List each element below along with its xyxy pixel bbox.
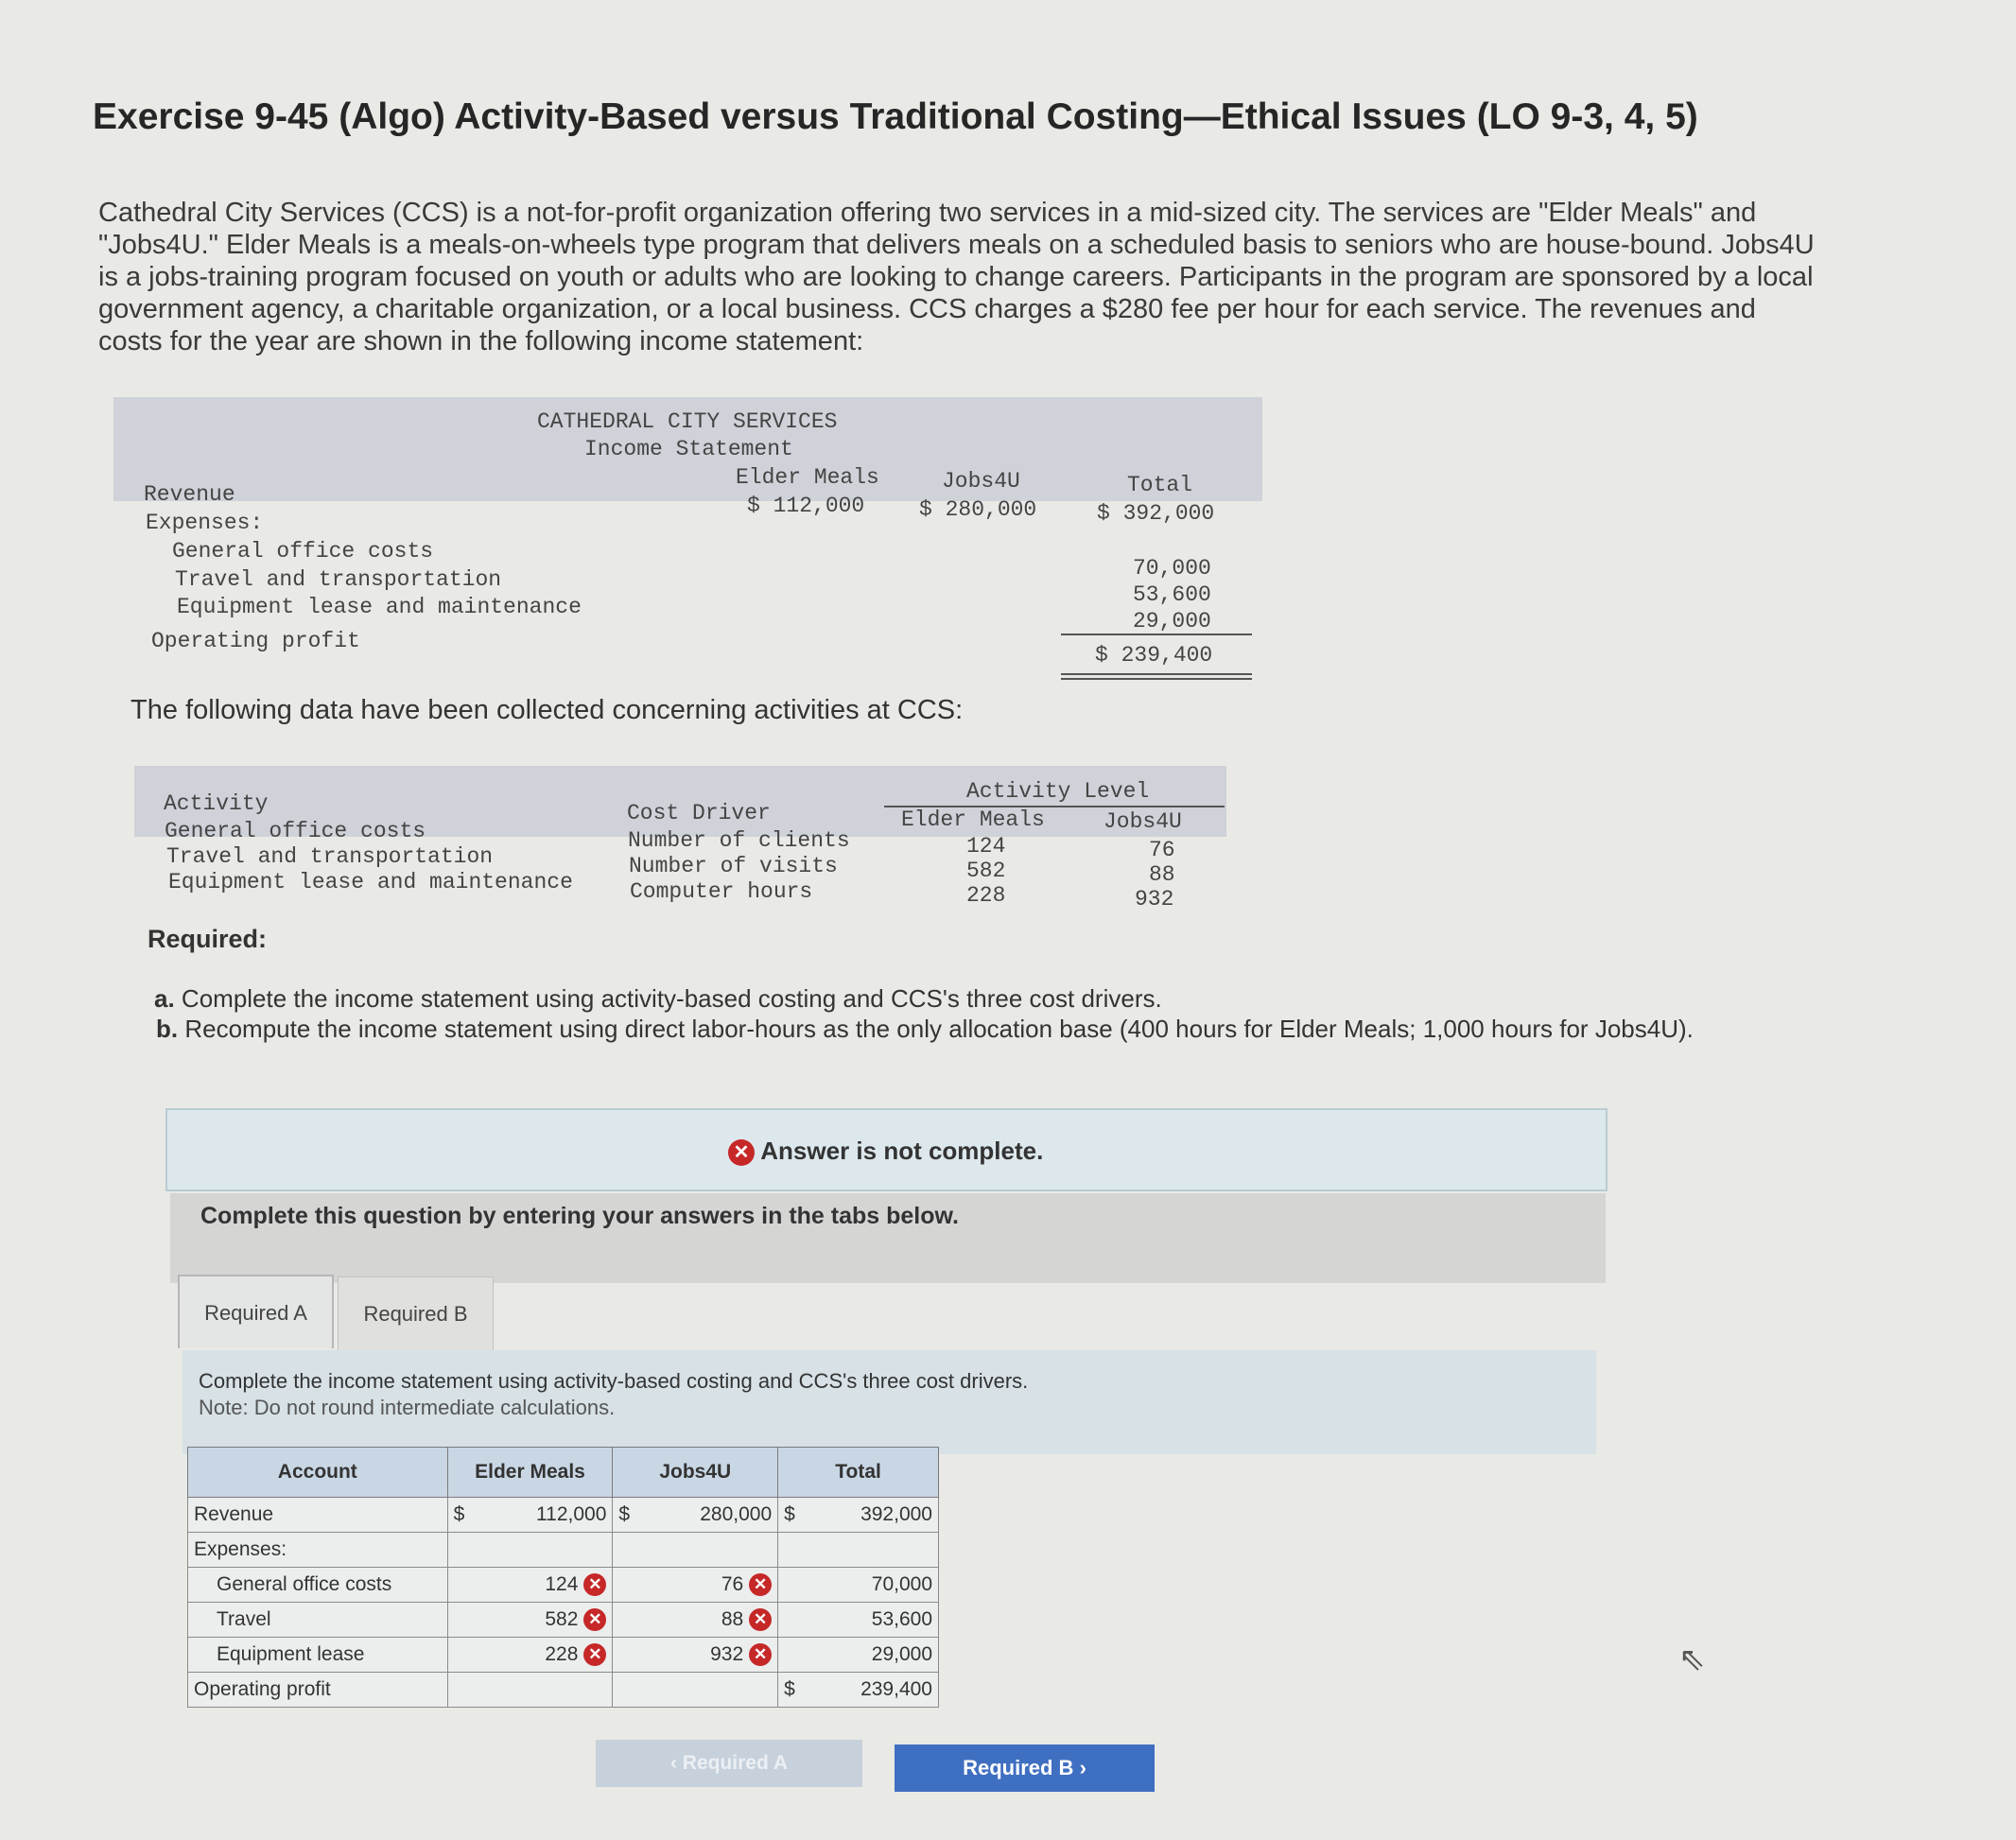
general-jobs-value: 76 — [721, 1572, 744, 1595]
required-a-letter: a. — [154, 984, 175, 1013]
activity-row-3-elder: 228 — [966, 883, 1006, 908]
revenue-jobs-cell[interactable] — [613, 1498, 778, 1533]
revenue-row-label: Revenue — [188, 1498, 448, 1533]
prev-required-a-button[interactable] — [596, 1740, 862, 1787]
incorrect-x-icon: ✕ — [583, 1573, 606, 1596]
expense-equipment-total: 29,000 — [1133, 609, 1211, 634]
activity-row-3-jobs: 932 — [1135, 887, 1174, 911]
travel-total-value: 53,600 — [778, 1603, 939, 1638]
header-elder-meals: Elder Meals — [447, 1448, 613, 1498]
expenses-row-label: Expenses: — [188, 1533, 448, 1568]
revenue-jobs: $ 280,000 — [919, 497, 1037, 522]
equipment-elder-value: 228 — [545, 1642, 579, 1665]
double-rule-bottom — [1061, 678, 1252, 680]
general-office-label: General office costs — [188, 1568, 448, 1603]
tab-required-a[interactable]: Required A — [178, 1275, 334, 1348]
expenses-label: Expenses: — [146, 511, 264, 535]
answer-table — [187, 1447, 939, 1708]
answer-table-header — [188, 1448, 939, 1498]
travel-label: Travel — [188, 1603, 448, 1638]
travel-jobs-value: 88 — [721, 1607, 744, 1630]
statement-name: Income Statement — [584, 437, 793, 461]
mouse-cursor-icon: ⇖ — [1678, 1641, 1706, 1677]
operating-profit-total: $ 239,400 — [1095, 643, 1213, 668]
general-jobs-input[interactable] — [613, 1568, 778, 1603]
expense-equipment: Equipment lease and maintenance — [177, 595, 582, 619]
general-elder-value: 124 — [545, 1572, 579, 1595]
empty-cell — [778, 1533, 939, 1568]
empty-cell — [613, 1533, 778, 1568]
travel-jobs-input[interactable] — [613, 1603, 778, 1638]
expense-general-office: General office costs — [172, 539, 434, 564]
table-row — [188, 1603, 939, 1638]
data-intro: The following data have been collected concerning activities at CCS: — [130, 695, 964, 725]
incorrect-x-icon: ✕ — [749, 1573, 772, 1596]
activity-jobs-heading: Jobs4U — [1104, 809, 1182, 834]
required-a-text: Complete the income statement using activity-based costing and CCS's three cost drivers. — [181, 984, 1162, 1013]
company-name: CATHEDRAL CITY SERVICES — [537, 409, 838, 434]
activity-level-heading: Activity Level — [966, 779, 1150, 804]
incorrect-x-icon: ✕ — [749, 1608, 772, 1631]
required-b-letter: b. — [156, 1015, 179, 1043]
revenue-elder: $ 112,000 — [747, 494, 865, 518]
table-row — [188, 1673, 939, 1708]
instruction-text: Complete the income statement using activity-based costing and CCS's three cost drivers. — [199, 1369, 1029, 1393]
next-button-label: Required B — [963, 1756, 1074, 1779]
currency-symbol: $ — [784, 1503, 795, 1525]
incorrect-x-icon: ✕ — [749, 1643, 772, 1666]
equipment-total-value: 29,000 — [778, 1638, 939, 1673]
activity-row-1-elder: 124 — [966, 834, 1006, 859]
tab-instruction — [199, 1368, 1028, 1421]
next-required-b-button[interactable] — [895, 1745, 1155, 1792]
col-elder-meals: Elder Meals — [736, 465, 879, 490]
operating-profit-elder-input[interactable] — [447, 1673, 613, 1708]
travel-elder-value: 582 — [545, 1607, 579, 1630]
expense-travel-total: 53,600 — [1133, 582, 1211, 607]
double-rule-top — [1061, 673, 1252, 675]
travel-elder-input[interactable] — [447, 1603, 613, 1638]
required-b-text: Recompute the income statement using direct labor-hours as the only allocation base (400 hours for Elder Meals; 1,000 hours for Jobs4U). — [184, 1015, 1694, 1043]
header-account: Account — [188, 1448, 448, 1498]
activity-row-2-jobs: 88 — [1149, 862, 1175, 887]
expense-general-total: 70,000 — [1133, 556, 1211, 581]
currency-symbol: $ — [453, 1503, 465, 1525]
answer-status — [728, 1137, 1043, 1166]
equipment-label: Equipment lease — [188, 1638, 448, 1673]
general-total-value: 70,000 — [778, 1568, 939, 1603]
tab-required-b[interactable]: Required B — [338, 1276, 494, 1350]
equipment-jobs-input[interactable] — [613, 1638, 778, 1673]
required-b — [156, 1014, 1745, 1044]
operating-profit-jobs-input[interactable] — [613, 1673, 778, 1708]
table-row — [188, 1638, 939, 1673]
chevron-left-icon: ‹ — [669, 1752, 683, 1774]
activity-row-2-driver: Number of visits — [629, 854, 838, 878]
incorrect-x-icon: ✕ — [583, 1608, 606, 1631]
operating-profit-total-cell — [778, 1673, 939, 1708]
header-jobs4u: Jobs4U — [613, 1448, 778, 1498]
cost-driver-heading: Cost Driver — [627, 801, 771, 825]
complete-instruction: Complete this question by entering your answers in the tabs below. — [200, 1203, 959, 1229]
revenue-elder-cell[interactable] — [447, 1498, 613, 1533]
activity-row-2-name: Travel and transportation — [166, 844, 494, 869]
required-a — [154, 983, 1762, 1014]
operating-profit-row-label: Operating profit — [188, 1673, 448, 1708]
activity-row-3-driver: Computer hours — [630, 879, 813, 904]
col-jobs4u: Jobs4U — [942, 469, 1020, 494]
operating-profit-total-value: 239,400 — [860, 1678, 932, 1700]
activity-row-2-elder: 582 — [966, 859, 1006, 883]
required-label: Required: — [148, 925, 268, 953]
incorrect-x-icon: ✕ — [583, 1643, 606, 1666]
revenue-elder-value: 112,000 — [536, 1503, 607, 1525]
activity-row-3-name: Equipment lease and maintenance — [168, 870, 573, 894]
prev-button-label: Required A — [682, 1752, 789, 1774]
activity-row-1-name: General office costs — [165, 819, 426, 843]
empty-cell — [447, 1533, 613, 1568]
answer-status-text: Answer is not complete. — [760, 1137, 1044, 1165]
header-total: Total — [778, 1448, 939, 1498]
chevron-right-icon: › — [1073, 1756, 1086, 1779]
exercise-title: Exercise 9-45 (Algo) Activity-Based versus Traditional Costing—Ethical Issues (LO 9-3, 4, 5) — [93, 96, 1698, 137]
col-total: Total — [1127, 473, 1193, 497]
activity-heading: Activity — [164, 791, 269, 816]
currency-symbol: $ — [784, 1678, 795, 1700]
intro-paragraph: Cathedral City Services (CCS) is a not-for-profit organization offering two services in a mid-sized city. The services are "Elder Meals" and "Jobs4U." Elder Meals is a meals-on-wheels type program that delivers meals on a scheduled basis to seniors who are house-bound. Jobs4U is a jobs-training program focused on youth or adults who are looking to change careers. Participants in the program are sponsored by a local government agency, a charitable organization, or a local business. CCS charges a $280 fee per hour for each service. The revenues and costs for the year are shown in the following income statement: — [98, 198, 1815, 356]
activity-elder-heading: Elder Meals — [901, 807, 1045, 832]
note-text: Note: Do not round intermediate calculations. — [199, 1396, 616, 1419]
equipment-elder-input[interactable] — [447, 1638, 613, 1673]
activity-row-1-driver: Number of clients — [628, 828, 850, 853]
currency-symbol: $ — [618, 1503, 631, 1525]
table-row — [188, 1533, 939, 1568]
general-elder-input[interactable] — [447, 1568, 613, 1603]
revenue-label: Revenue — [144, 482, 235, 507]
activity-row-1-jobs: 76 — [1149, 838, 1175, 862]
revenue-total-value: 392,000 — [860, 1503, 932, 1525]
revenue-total: $ 392,000 — [1097, 501, 1215, 526]
subtotal-rule — [1061, 634, 1252, 635]
table-row — [188, 1568, 939, 1603]
expense-travel: Travel and transportation — [175, 567, 502, 592]
error-x-icon: ✕ — [728, 1139, 755, 1166]
revenue-jobs-value: 280,000 — [700, 1503, 773, 1525]
table-row — [188, 1498, 939, 1533]
equipment-jobs-value: 932 — [710, 1642, 744, 1665]
revenue-total-cell — [778, 1498, 939, 1533]
operating-profit-label: Operating profit — [151, 629, 360, 653]
